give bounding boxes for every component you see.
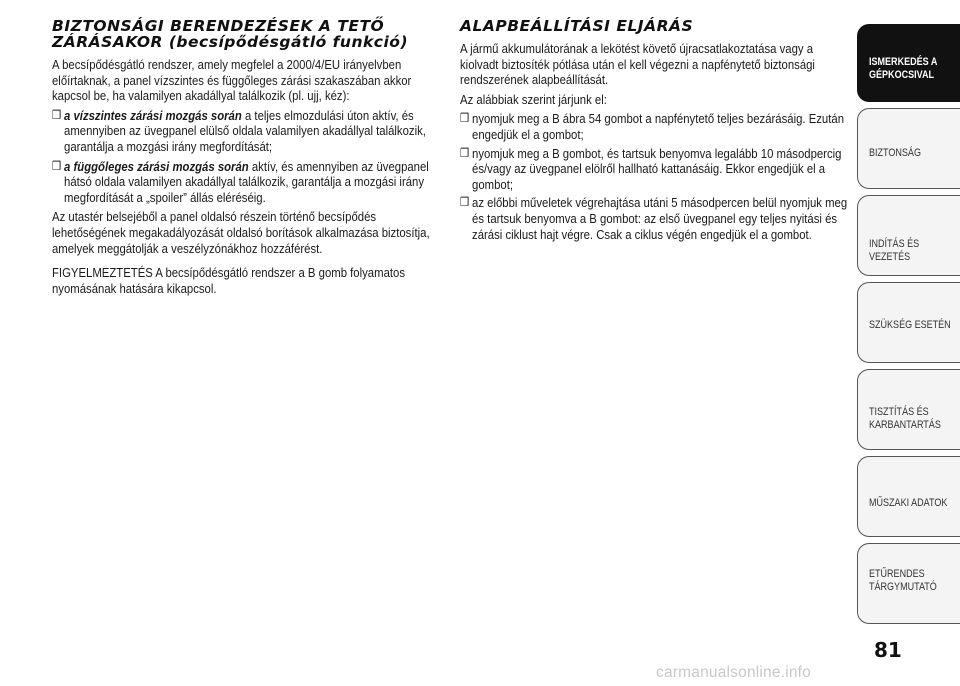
tab-technical-data[interactable]: MŰSZAKI ADATOK bbox=[857, 456, 960, 537]
side-covers-paragraph: Az utastér belsejéből a panel oldalsó részein történő becsípődés lehetőségének megakadályozását oldalsó borítások alkalmazása biztosítja, amelyek meggátolják a veszélyzónákhoz hozzáférést. bbox=[52, 209, 430, 256]
section-title-safety: BIZTONSÁGI BERENDEZÉSEK A TETŐ ZÁRÁSAKOR (becsípődésgátló funkció) bbox=[52, 17, 409, 51]
tab-index[interactable]: ETŰRENDES TÁRGYMUTATÓ bbox=[857, 543, 960, 624]
right-column bbox=[460, 18, 850, 242]
safety-intro: A becsípődésgátló rendszer, amely megfelel a 2000/4/EU irányelvben előírtaknak, a panel vízszintes és függőleges zárási szakaszában akkor kapcsol be, ha valamilyen akadállyal találkozik (pl. ujj, kéz): bbox=[52, 57, 412, 104]
item-bold-label: a vízszintes zárási mozgás során bbox=[64, 107, 242, 123]
left-column bbox=[52, 18, 437, 296]
warning-paragraph: FIGYELMEZTETÉS A becsípődésgátló rendszer a B gomb folyamatos nyomásának hatására kikapcsol. bbox=[52, 265, 406, 296]
list-item: ❒ nyomjuk meg a B ábra 54 gombot a napfénytető teljes bezárásáig. Ezután engedjük el a gombot; bbox=[460, 111, 845, 142]
list-item: ❒ a függőleges zárási mozgás során aktív, és amennyiben az üvegpanel hátsó oldala valamilyen akadállyal találkozik, garantálja a mozgási irány megfordítását a „spoiler” állás eléréséig. bbox=[52, 158, 429, 205]
watermark: carmanualsonline.info bbox=[656, 664, 811, 681]
page-number: 81 bbox=[874, 638, 902, 662]
tab-safety[interactable]: BIZTONSÁG bbox=[857, 108, 960, 189]
checkbox-bullet-icon: ❒ bbox=[52, 107, 62, 122]
list-item: ❒ nyomjuk meg a B gombot, és tartsuk benyomva legalább 10 másodpercig és/vagy az üvegpanel elölről hallható kattanásáig. Ekkor engedjük el a gombot; bbox=[460, 145, 842, 192]
list-item: ❒ a vízszintes zárási mozgás során a teljes elmozdulási úton aktív, és amennyiben az üvegpanel elülső oldala valamilyen akadállyal találkozik, garantálja a mozgási irány megfordítását; bbox=[52, 107, 426, 154]
reset-lead: Az alábbiak szerint járjunk el: bbox=[460, 91, 607, 107]
list-item: ❒ az előbbi műveletek végrehajtása utáni 5 másodpercen belül nyomjuk meg és tartsuk benyomva a B gombot: az első üvegpanel egy teljes nyitási és zárási ciklust hajt végre. Csak a ciklus végén engedjük el a gombot. bbox=[460, 195, 848, 242]
tab-emergency[interactable]: SZÜKSÉG ESETÉN bbox=[857, 282, 960, 363]
item-bold-label: a függőleges zárási mozgás során bbox=[64, 158, 249, 174]
checkbox-bullet-icon: ❒ bbox=[460, 145, 470, 160]
tab-getting-to-know[interactable]: ISMERKEDÉS A GÉPKOCSIVAL bbox=[857, 24, 960, 102]
checkbox-bullet-icon: ❒ bbox=[52, 158, 62, 173]
checkbox-bullet-icon: ❒ bbox=[460, 111, 470, 126]
section-title-reset: ALAPBEÁLLÍTÁSI ELJÁRÁS bbox=[460, 17, 694, 35]
reset-intro: A jármű akkumulátorának a lekötést követő újracsatlakoztatása vagy a kiolvadt biztosíték pótlása után el kell végezni a napfénytető biztonsági rendszerének alapbeállítását. bbox=[460, 41, 815, 88]
checkbox-bullet-icon: ❒ bbox=[460, 195, 470, 210]
tab-starting-driving[interactable]: INDÍTÁS ÉS VEZETÉS bbox=[857, 195, 960, 276]
tab-maintenance[interactable]: TISZTÍTÁS ÉS KARBANTARTÁS bbox=[857, 369, 960, 450]
chapter-tabs bbox=[857, 24, 960, 630]
